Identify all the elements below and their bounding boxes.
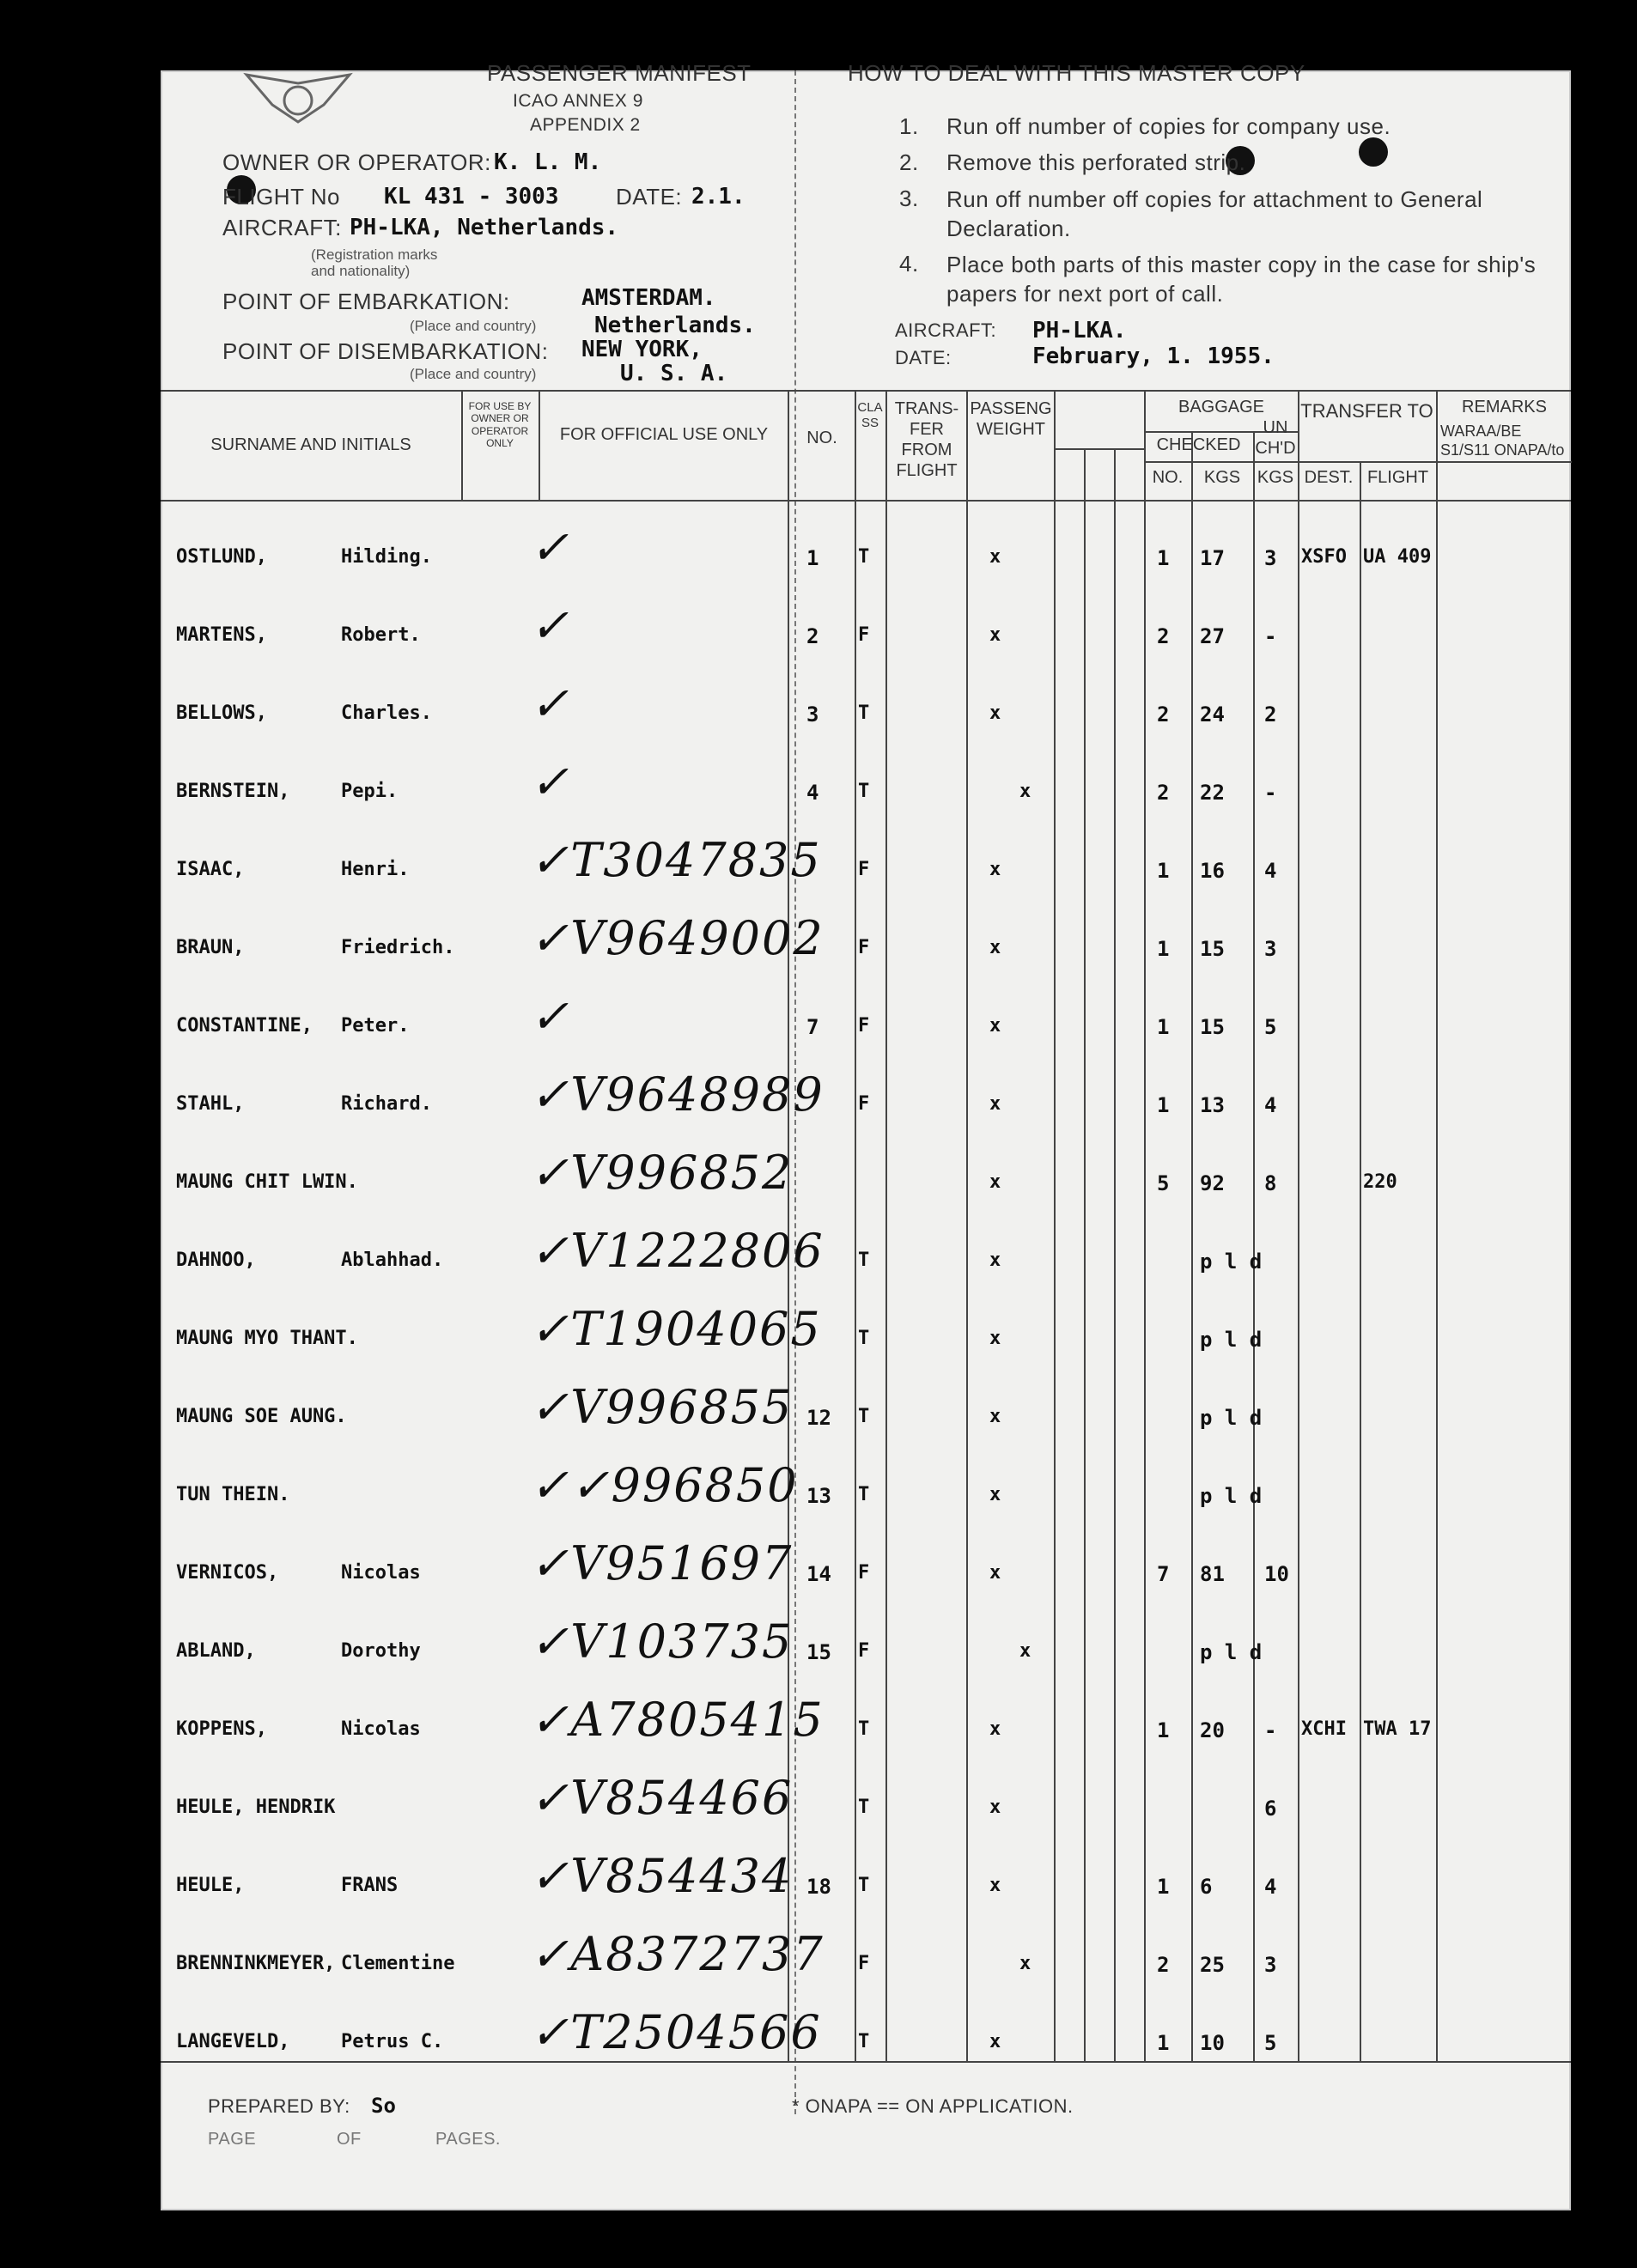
table-top-rule [161,390,1571,392]
col-passeng-weight: PASSENG WEIGHT [970,399,1052,439]
of-label: OF [337,2130,362,2149]
cell-surname: OSTLUND, [176,546,267,568]
cell-flight: UA 409 [1363,546,1432,568]
cell-surname: MAUNG MYO THANT. [176,1328,358,1349]
cell-given: Clementine [341,1953,455,1974]
cell-bag-no: 7 [1157,1562,1170,1586]
cell-cls: F [858,1640,870,1662]
col-surname: SURNAME AND INITIALS [210,435,411,454]
cell-bag-no: 1 [1157,1875,1170,1899]
prepared-by-label: PREPARED BY: [208,2095,350,2117]
cell-cls: F [858,1093,870,1115]
aircraft-value: PH-LKA, Netherlands. [350,215,619,240]
cell-bag-no: 1 [1157,859,1170,883]
registration-note: (Registration marks and nationality) [311,246,438,279]
cell-dest: XCHI [1301,1718,1347,1740]
cell-bag-no: 1 [1157,937,1170,961]
disembarkation-country: U. S. A. [620,361,728,386]
cell-surname: BERNSTEIN, [176,781,290,802]
cell-bag-no: 1 [1157,1718,1170,1742]
instruction-text: Remove this perforated strip. [946,149,1246,175]
cell-w1: x [989,1718,1001,1740]
aircraft-label: AIRCRAFT: [222,215,342,240]
cell-no: 2 [806,624,819,648]
cell-official: ✓T3047835 [530,833,822,887]
cell-un: - [1264,624,1277,648]
cell-no: 7 [806,1015,819,1039]
page-label: PAGE [208,2130,257,2149]
table-row [161,1146,1571,1223]
col-divider [539,390,540,502]
table-row [161,989,1571,1067]
cell-un: 10 [1264,1562,1289,1586]
cell-dest: XSFO [1301,546,1347,568]
table-row [161,599,1571,676]
cell-kgs: 15 [1200,937,1225,961]
cell-no: 4 [806,781,819,805]
disembarkation-city: NEW YORK, [581,337,703,362]
embarkation-country: Netherlands. [594,313,756,338]
table-row [161,1380,1571,1457]
cell-w1: x [989,937,1001,958]
cell-cls: T [858,1875,870,1896]
cell-cls: T [858,1328,870,1349]
aircraft-value-right: PH-LKA. [1032,318,1127,344]
cell-un: 5 [1264,2031,1277,2055]
cell-surname: HEULE, HENDRIK [176,1797,336,1818]
place-note: (Place and country) [410,366,537,382]
cell-given: Dorothy [341,1640,421,1662]
cell-cls: T [858,1797,870,1818]
date-value: 2.1. [691,184,745,210]
cell-un: 3 [1264,1953,1277,1977]
table-row [161,1067,1571,1145]
col-un-kgs: KGS [1257,468,1294,487]
col-remarks-sub: WARAA/BE S1/S11 ONAPA/to [1440,423,1565,459]
table-row [161,1224,1571,1301]
cell-kgs: 16 [1200,859,1225,883]
cell-surname: VERNICOS, [176,1562,279,1584]
date-label-right: DATE: [895,347,952,368]
cell-cls: F [858,1562,870,1584]
cell-cls: F [858,937,870,958]
cell-bag-no: 2 [1157,702,1170,727]
cell-official: ✓V996855 [530,1380,794,1434]
cell-w1: x [989,1562,1001,1584]
cell-w2: x [1019,1953,1031,1974]
instructions-title: HOW TO DEAL WITH THIS MASTER COPY [848,60,1305,86]
embarkation-city: AMSTERDAM. [581,285,716,311]
cell-official: ✓ [530,520,571,575]
cell-w1: x [989,1093,1001,1115]
col-remarks: REMARKS [1462,398,1547,417]
place-note: (Place and country) [410,318,537,334]
cell-official: ✓ [530,599,571,653]
col-official-use: FOR OFFICIAL USE ONLY [559,425,769,444]
date-label: DATE: [616,184,683,210]
col-baggage: BAGGAGE [1178,398,1265,417]
cell-official: ✓V9649002 [530,911,825,965]
cell-given: Richard. [341,1093,432,1115]
cell-kgs: p l d [1200,1640,1263,1664]
cell-kgs: 25 [1200,1953,1225,1977]
cell-no: 13 [806,1484,831,1508]
cell-kgs: p l d [1200,1250,1263,1274]
instruction-text: Run off number of copies for company use. [946,113,1391,139]
cell-cls: T [858,1250,870,1271]
cell-surname: HEULE, [176,1875,245,1896]
cell-official: ✓V951697 [530,1536,794,1590]
cell-kgs: 81 [1200,1562,1225,1586]
cell-w1: x [989,546,1001,568]
col-transfer-to: TRANSFER TO [1300,400,1433,422]
cell-cls: F [858,624,870,646]
cell-cls: F [858,859,870,880]
cell-un: - [1264,1718,1277,1742]
appendix: APPENDIX 2 [530,115,641,135]
cell-cls: T [858,546,870,568]
cell-kgs: 10 [1200,2031,1225,2055]
pages-label: PAGES. [435,2130,501,2149]
instruction-text: Place both parts of this master copy in the case for ship's papers for next port of call. [946,252,1537,307]
cell-given: Nicolas [341,1718,421,1740]
manifest-page [161,60,1571,2210]
cell-w1: x [989,1797,1001,1818]
instruction-number: 2. [899,149,919,175]
cell-kgs: 24 [1200,702,1225,727]
cell-w1: x [989,624,1001,646]
cell-un: 6 [1264,1797,1277,1821]
cell-kgs: p l d [1200,1484,1263,1508]
cell-un: 4 [1264,859,1277,883]
owner-label: OWNER OR OPERATOR: [222,149,491,175]
col-kgs: KGS [1203,468,1241,487]
cell-official: ✓V996852 [530,1146,794,1200]
cell-w1: x [989,1328,1001,1349]
date-value-right: February, 1. 1955. [1032,344,1275,369]
col-transfer-from: TRANS-FER FROM FLIGHT [894,399,959,480]
col-bag-no: NO. [1152,468,1184,487]
cell-cls: T [858,781,870,802]
manifest-title: PASSENGER MANIFEST [487,60,752,86]
instruction-number: 1. [899,113,919,139]
prepared-by-value: So [371,2094,396,2118]
cell-surname: STAHL, [176,1093,245,1115]
table-row [161,520,1571,598]
cell-flight: 220 [1363,1171,1397,1193]
embarkation-label: POINT OF EMBARKATION: [222,289,510,314]
cell-bag-no: 2 [1157,1953,1170,1977]
cell-kgs: 13 [1200,1093,1225,1117]
cell-cls: T [858,2031,870,2052]
cell-un: 5 [1264,1015,1277,1039]
cell-given: FRANS [341,1875,399,1896]
cell-w2: x [1019,781,1031,802]
cell-given: Hilding. [341,546,432,568]
table-row [161,1614,1571,1692]
cell-bag-no: 2 [1157,624,1170,648]
instruction-text: Run off number off copies for attachment to General Declaration. [946,186,1483,241]
instruction-number: 4. [899,251,919,277]
cell-no: 12 [806,1406,831,1430]
cell-official: ✓✓996850 [530,1458,799,1512]
owner-value: K. L. M. [494,149,602,175]
table-row [161,1927,1571,2004]
cell-no: 15 [806,1640,831,1664]
cell-w1: x [989,859,1001,880]
cell-surname: ISAAC, [176,859,245,880]
col-owner-use: FOR USE BY OWNER OR OPERATOR ONLY [468,400,532,450]
cell-kgs: 20 [1200,1718,1225,1742]
cell-cls: T [858,1484,870,1505]
cell-no: 18 [806,1875,831,1899]
col-class: CLASS [857,400,883,430]
table-row [161,1693,1571,1770]
cell-official: ✓V103735 [530,1614,794,1669]
table-row [161,1771,1571,1848]
cell-cls: T [858,1718,870,1740]
col-dest: DEST. [1304,468,1354,487]
cell-given: Friedrich. [341,937,455,958]
cell-w1: x [989,1406,1001,1427]
col-unchd: UN CH'D [1255,418,1296,458]
aircraft-label-right: AIRCRAFT: [895,319,997,341]
cell-given: Ablahhad. [341,1250,444,1271]
cell-surname: DAHNOO, [176,1250,256,1271]
cell-un: 3 [1264,937,1277,961]
cell-w1: x [989,702,1001,724]
cell-surname: BRENNINKMEYER, [176,1953,336,1974]
cell-cls: T [858,702,870,724]
cell-official: ✓V854466 [530,1771,794,1825]
cell-official: ✓T1904065 [530,1302,822,1356]
cell-official: ✓V1222806 [530,1224,825,1278]
cell-bag-no: 1 [1157,2031,1170,2055]
wings-logo-icon [238,70,358,131]
col-no: NO. [806,429,837,447]
cell-surname: ABLAND, [176,1640,256,1662]
table-row [161,1458,1571,1535]
cell-un: - [1264,781,1277,805]
cell-un: 3 [1264,546,1277,570]
cell-official: ✓V854434 [530,1849,794,1903]
cell-surname: MARTENS, [176,624,267,646]
cell-given: Pepi. [341,781,399,802]
cell-surname: BRAUN, [176,937,245,958]
cell-bag-no: 1 [1157,546,1170,570]
cell-bag-no: 5 [1157,1171,1170,1195]
flight-label: FLIGHT No [222,184,340,210]
cell-surname: BELLOWS, [176,702,267,724]
icao-annex: ICAO ANNEX 9 [513,91,643,111]
cell-surname: KOPPENS, [176,1718,267,1740]
cell-given: Charles. [341,702,432,724]
cell-official: ✓A8372737 [530,1927,825,1981]
table-row [161,1302,1571,1379]
cell-official: ✓A7805415 [530,1693,825,1747]
col-flight: FLIGHT [1366,468,1429,487]
cell-cls: T [858,1406,870,1427]
cell-no: 14 [806,1562,831,1586]
cell-cls: F [858,1953,870,1974]
cell-w2: x [1019,1640,1031,1662]
cell-given: Peter. [341,1015,410,1037]
cell-w1: x [989,1250,1001,1271]
table-row [161,677,1571,754]
sub-rule [1054,448,1144,450]
cell-cls: F [858,1015,870,1037]
cell-given: Henri. [341,859,410,880]
cell-surname: TUN THEIN. [176,1484,290,1505]
table-row [161,1536,1571,1614]
cell-kgs: 22 [1200,781,1225,805]
table-row [161,833,1571,910]
cell-kgs: p l d [1200,1406,1263,1430]
cell-kgs: 27 [1200,624,1225,648]
cell-official: ✓ [530,755,571,809]
disembarkation-label: POINT OF DISEMBARKATION: [222,338,549,364]
cell-official: ✓T2504566 [530,2005,822,2059]
cell-bag-no: 1 [1157,1093,1170,1117]
cell-w1: x [989,1875,1001,1896]
table-row [161,1849,1571,1926]
onapa-note: * ONAPA == ON APPLICATION. [792,2095,1074,2117]
cell-no: 1 [806,546,819,570]
cell-un: 4 [1264,1093,1277,1117]
sub-rule [1144,461,1572,463]
cell-kgs: 92 [1200,1171,1225,1195]
cell-official: ✓ [530,989,571,1043]
cell-no: 3 [806,702,819,727]
cell-kgs: 17 [1200,546,1225,570]
cell-kgs: 15 [1200,1015,1225,1039]
cell-kgs: p l d [1200,1328,1263,1352]
table-row [161,755,1571,832]
cell-official: ✓V9648989 [530,1067,825,1122]
col-checked: CHECKED [1156,435,1241,454]
cell-surname: MAUNG SOE AUNG. [176,1406,347,1427]
cell-bag-no: 1 [1157,1015,1170,1039]
cell-flight: TWA 17 [1363,1718,1432,1740]
cell-given: Petrus C. [341,2031,444,2052]
cell-w1: x [989,2031,1001,2052]
cell-surname: CONSTANTINE, [176,1015,313,1037]
cell-given: Robert. [341,624,421,646]
cell-un: 8 [1264,1171,1277,1195]
cell-bag-no: 2 [1157,781,1170,805]
cell-official: ✓ [530,677,571,731]
cell-given: Nicolas [341,1562,421,1584]
cell-w1: x [989,1484,1001,1505]
flight-value: KL 431 - 3003 [384,184,559,210]
instruction-number: 3. [899,185,919,211]
cell-un: 2 [1264,702,1277,727]
cell-surname: LANGEVELD, [176,2031,290,2052]
cell-w1: x [989,1015,1001,1037]
cell-surname: MAUNG CHIT LWIN. [176,1171,358,1193]
table-row [161,2005,1571,2083]
cell-un: 4 [1264,1875,1277,1899]
cell-w1: x [989,1171,1001,1193]
table-row [161,911,1571,988]
cell-kgs: 6 [1200,1875,1213,1899]
